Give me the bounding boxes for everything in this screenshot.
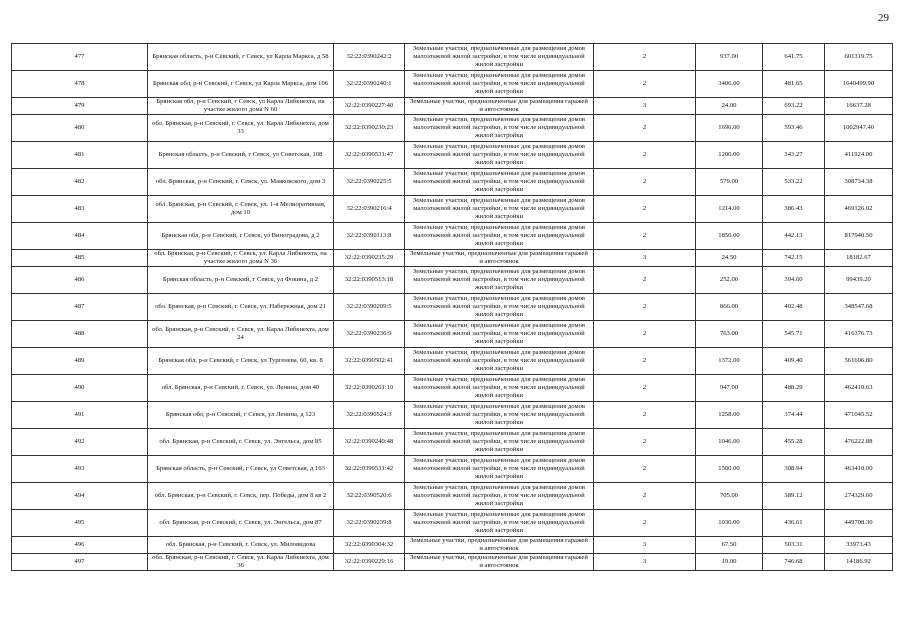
- rate-cell: 442.13: [763, 223, 825, 250]
- cadastral-number-cell: 32:22:0390240:1: [334, 71, 405, 98]
- cadastral-value-cell: 14186.92: [825, 554, 893, 571]
- address-cell: Брянская область, р-н Севский, г Севск, ул Советская, д 163: [148, 456, 334, 483]
- area-cell: 19.00: [696, 554, 763, 571]
- group-cell: 3: [594, 537, 696, 554]
- table-row: [12, 483, 893, 510]
- area-cell: 947.00: [696, 375, 763, 402]
- rate-cell: 593.46: [763, 115, 825, 142]
- table-row: [12, 348, 893, 375]
- land-use-cell: Земельные участки, предназначенные для размещения домов малоэтажной жилой застройки, в том числе индивидуальной жилой застройки: [405, 142, 594, 169]
- table-row: [12, 375, 893, 402]
- area-cell: 3406.00: [696, 71, 763, 98]
- cadastral-number-cell: 32:22:0390236:9: [334, 321, 405, 348]
- cadastral-number-cell: 32:22:0390229:16: [334, 554, 405, 571]
- area-cell: 1200.00: [696, 142, 763, 169]
- address-cell: Брянская область, р-н Севский, г Севск, ул Фокина, д 2: [148, 267, 334, 294]
- land-use-cell: Земельные участки, предназначенные для размещения домов малоэтажной жилой застройки, в том числе индивидуальной жилой застройки: [405, 348, 594, 375]
- land-use-cell: Земельные участки, предназначенные для размещения домов малоэтажной жилой застройки, в том числе индивидуальной жилой застройки: [405, 196, 594, 223]
- rate-cell: 488.29: [763, 375, 825, 402]
- cadastral-number-cell: 32:22:0390304:32: [334, 537, 405, 554]
- cadastral-value-cell: 601319.75: [825, 44, 893, 71]
- land-use-cell: Земельные участки, предназначенные для размещения домов малоэтажной жилой застройки, в том числе индивидуальной жилой застройки: [405, 223, 594, 250]
- cadastral-number-cell: 32:22:0390531:42: [334, 456, 405, 483]
- area-cell: 1030.00: [696, 510, 763, 537]
- group-cell: 2: [594, 483, 696, 510]
- cadastral-value-cell: 817940.50: [825, 223, 893, 250]
- cadastral-number-cell: 32:22:0390261:10: [334, 375, 405, 402]
- cadastral-number-cell: 32:22:0390227:40: [334, 98, 405, 115]
- group-cell: 2: [594, 375, 696, 402]
- cadastral-value-cell: 308734.38: [825, 169, 893, 196]
- address-cell: Брянская область, р-н Севский, г Севск, ул Советская, 108: [148, 142, 334, 169]
- group-cell: 3: [594, 554, 696, 571]
- table-row: [12, 169, 893, 196]
- row-number: 485: [12, 250, 148, 267]
- table-row: [12, 456, 893, 483]
- land-use-cell: Земельные участки, предназначенные для размещения гаражей и автостоянок: [405, 250, 594, 267]
- rate-cell: 481.65: [763, 71, 825, 98]
- group-cell: 2: [594, 115, 696, 142]
- address-cell: обл. Брянская, р-н Севский, г. Севск, ул. Миловидова: [148, 537, 334, 554]
- page-number: 29: [878, 12, 889, 24]
- cadastral-number-cell: 32:22:0390513:18: [334, 267, 405, 294]
- group-cell: 2: [594, 402, 696, 429]
- group-cell: 2: [594, 267, 696, 294]
- cadastral-number-cell: 32:22:0390113:8: [334, 223, 405, 250]
- row-number: 492: [12, 429, 148, 456]
- table-row: [12, 71, 893, 98]
- address-cell: Брянская обл, р-н Севский, г Севск, ул Тургенева, 60, кв. 8: [148, 348, 334, 375]
- address-cell: обл. Брянская, р-н Севский, г. Севск, ул. Карла Либкнехта, дом 24: [148, 321, 334, 348]
- row-number: 496: [12, 537, 148, 554]
- address-cell: Брянская обл, р-н Севский, г Севск, ул Карла Маркса, дом 106: [148, 71, 334, 98]
- land-use-cell: Земельные участки, предназначенные для размещения домов малоэтажной жилой застройки, в том числе индивидуальной жилой застройки: [405, 71, 594, 98]
- table-row: [12, 429, 893, 456]
- address-cell: обл. Брянская, р-н Севский, г. Севск, ул. Карла Либкнехта, дом 33: [148, 115, 334, 142]
- land-use-cell: Земельные участки, предназначенные для размещения гаражей и автостоянок: [405, 537, 594, 554]
- area-cell: 579.00: [696, 169, 763, 196]
- area-cell: 1372.00: [696, 348, 763, 375]
- cadastral-value-cell: 274329.60: [825, 483, 893, 510]
- cadastral-value-cell: 471045.52: [825, 402, 893, 429]
- cadastral-number-cell: 32:22:0390235:29: [334, 250, 405, 267]
- cadastral-number-cell: 32:22:0390520:6: [334, 483, 405, 510]
- cadastral-number-cell: 32:22:0390225:5: [334, 169, 405, 196]
- cadastral-value-cell: 16637.28: [825, 98, 893, 115]
- row-number: 489: [12, 348, 148, 375]
- cadastral-number-cell: 32:22:0390239:8: [334, 510, 405, 537]
- cadastral-number-cell: 32:22:0390502:41: [334, 348, 405, 375]
- cadastral-value-cell: 462410.63: [825, 375, 893, 402]
- area-cell: 763.00: [696, 321, 763, 348]
- table-row: [12, 44, 893, 71]
- table-row: [12, 223, 893, 250]
- table-row: [12, 196, 893, 223]
- table-row: [12, 510, 893, 537]
- row-number: 477: [12, 44, 148, 71]
- area-cell: 866.00: [696, 294, 763, 321]
- rate-cell: 389.12: [763, 483, 825, 510]
- table-row: [12, 98, 893, 115]
- rate-cell: 641.75: [763, 44, 825, 71]
- rate-cell: 693.22: [763, 98, 825, 115]
- land-use-cell: Земельные участки, предназначенные для размещения домов малоэтажной жилой застройки, в том числе индивидуальной жилой застройки: [405, 321, 594, 348]
- table-row: [12, 267, 893, 294]
- rate-cell: 533.22: [763, 169, 825, 196]
- group-cell: 2: [594, 223, 696, 250]
- cadastral-value-cell: 449708.30: [825, 510, 893, 537]
- rate-cell: 386.43: [763, 196, 825, 223]
- rate-cell: 374.44: [763, 402, 825, 429]
- rate-cell: 455.28: [763, 429, 825, 456]
- table-row: [12, 321, 893, 348]
- address-cell: Брянская обл, р-н Севский, г Севск, ул Виноградова, д 2: [148, 223, 334, 250]
- row-number: 484: [12, 223, 148, 250]
- row-number: 488: [12, 321, 148, 348]
- land-use-cell: Земельные участки, предназначенные для размещения домов малоэтажной жилой застройки, в том числе индивидуальной жилой застройки: [405, 44, 594, 71]
- land-use-cell: Земельные участки, предназначенные для размещения домов малоэтажной жилой застройки, в том числе индивидуальной жилой застройки: [405, 267, 594, 294]
- table-row: [12, 554, 893, 571]
- area-cell: 24.50: [696, 250, 763, 267]
- cadastral-value-cell: 1002947.40: [825, 115, 893, 142]
- area-cell: 252.00: [696, 267, 763, 294]
- row-number: 478: [12, 71, 148, 98]
- land-use-cell: Земельные участки, предназначенные для размещения домов малоэтажной жилой застройки, в том числе индивидуальной жилой застройки: [405, 456, 594, 483]
- land-use-cell: Земельные участки, предназначенные для размещения домов малоэтажной жилой застройки, в том числе индивидуальной жилой застройки: [405, 115, 594, 142]
- cadastral-number-cell: 32:22:0390230:23: [334, 115, 405, 142]
- group-cell: 2: [594, 44, 696, 71]
- address-cell: обл. Брянская, р-н Севский, г. Севск, ул. Маяковского, дом 3: [148, 169, 334, 196]
- row-number: 491: [12, 402, 148, 429]
- cadastral-value-cell: 476222.88: [825, 429, 893, 456]
- land-use-cell: Земельные участки, предназначенные для размещения домов малоэтажной жилой застройки, в том числе индивидуальной жилой застройки: [405, 375, 594, 402]
- area-cell: 705.00: [696, 483, 763, 510]
- table-row: [12, 294, 893, 321]
- group-cell: 2: [594, 294, 696, 321]
- rate-cell: 742.15: [763, 250, 825, 267]
- group-cell: 2: [594, 429, 696, 456]
- land-use-cell: Земельные участки, предназначенные для размещения гаражей и автостоянок: [405, 98, 594, 115]
- group-cell: 2: [594, 196, 696, 223]
- area-cell: 1258.00: [696, 402, 763, 429]
- land-use-cell: Земельные участки, предназначенные для размещения гаражей и автостоянок: [405, 554, 594, 571]
- group-cell: 2: [594, 348, 696, 375]
- land-use-cell: Земельные участки, предназначенные для размещения домов малоэтажной жилой застройки, в том числе индивидуальной жилой застройки: [405, 483, 594, 510]
- table-row: [12, 142, 893, 169]
- address-cell: обл. Брянская, р-н Севский, г. Севск, ул. Набережная, дом 21: [148, 294, 334, 321]
- table-row: [12, 537, 893, 554]
- cadastral-number-cell: 32:22:0390209:5: [334, 294, 405, 321]
- land-use-cell: Земельные участки, предназначенные для размещения домов малоэтажной жилой застройки, в том числе индивидуальной жилой застройки: [405, 510, 594, 537]
- area-cell: 1690.00: [696, 115, 763, 142]
- rate-cell: 409.40: [763, 348, 825, 375]
- area-cell: 24.00: [696, 98, 763, 115]
- rate-cell: 402.48: [763, 294, 825, 321]
- row-number: 497: [12, 554, 148, 571]
- cadastral-value-cell: 561696.80: [825, 348, 893, 375]
- land-use-cell: Земельные участки, предназначенные для размещения домов малоэтажной жилой застройки, в том числе индивидуальной жилой застройки: [405, 294, 594, 321]
- address-cell: обл. Брянская, р-н Севский, г. Севск, ул. Ленина, дом 40: [148, 375, 334, 402]
- table-row: [12, 250, 893, 267]
- group-cell: 2: [594, 169, 696, 196]
- cadastral-value-cell: 33973.43: [825, 537, 893, 554]
- cadastral-value-cell: 99439.20: [825, 267, 893, 294]
- rate-cell: 394.60: [763, 267, 825, 294]
- address-cell: обл. Брянская, р-н Севский, г. Севск, ул. Энгельса, дом 87: [148, 510, 334, 537]
- table-row: [12, 402, 893, 429]
- row-number: 480: [12, 115, 148, 142]
- area-cell: 1214.00: [696, 196, 763, 223]
- address-cell: обл. Брянская, р-н Севский, г. Севск, ул. Карла Либкнехта, на участке жилого дома N 36: [148, 250, 334, 267]
- address-cell: обл. Брянская, р-н Севский, г. Севск, ул. Карла Либкнехта, дом 36: [148, 554, 334, 571]
- row-number: 493: [12, 456, 148, 483]
- rate-cell: 545.71: [763, 321, 825, 348]
- area-cell: 937.00: [696, 44, 763, 71]
- cadastral-value-cell: 469126.02: [825, 196, 893, 223]
- cadastral-value-cell: 348547.68: [825, 294, 893, 321]
- group-cell: 2: [594, 321, 696, 348]
- row-number: 486: [12, 267, 148, 294]
- address-cell: Брянская обл, р-н Севский, г Севск, ул Ленина, д 123: [148, 402, 334, 429]
- table-row: [12, 115, 893, 142]
- address-cell: обл. Брянская, р-н Севский, г. Севск, ул. Энгельса, дом 85: [148, 429, 334, 456]
- row-number: 490: [12, 375, 148, 402]
- rate-cell: 746.68: [763, 554, 825, 571]
- land-use-cell: Земельные участки, предназначенные для размещения домов малоэтажной жилой застройки, в том числе индивидуальной жилой застройки: [405, 429, 594, 456]
- cadastral-value-cell: 411924.00: [825, 142, 893, 169]
- row-number: 495: [12, 510, 148, 537]
- row-number: 487: [12, 294, 148, 321]
- address-cell: Брянская обл, р-н Севский, г Севск, ул Карла Либкнехта, на участке жилого дома N 60: [148, 98, 334, 115]
- rate-cell: 503.31: [763, 537, 825, 554]
- cadastral-number-cell: 32:22:0390240:48: [334, 429, 405, 456]
- group-cell: 2: [594, 510, 696, 537]
- cadastral-value-cell: 416376.73: [825, 321, 893, 348]
- area-cell: 1046.00: [696, 429, 763, 456]
- area-cell: 67.50: [696, 537, 763, 554]
- area-cell: 1850.00: [696, 223, 763, 250]
- cadastral-value-cell: 1640499.90: [825, 71, 893, 98]
- row-number: 479: [12, 98, 148, 115]
- cadastral-number-cell: 32:22:0390531:47: [334, 142, 405, 169]
- address-cell: обл. Брянская, р-н Севский, г. Севск, пер. Победы, дом 8 кв 2: [148, 483, 334, 510]
- group-cell: 2: [594, 456, 696, 483]
- rate-cell: 308.94: [763, 456, 825, 483]
- row-number: 481: [12, 142, 148, 169]
- cadastral-number-cell: 32:22:0390524:3: [334, 402, 405, 429]
- cadastral-value-cell: 18182.67: [825, 250, 893, 267]
- address-cell: Брянская область, р-н Севский, г Севск, ул Карла Маркса, д 58: [148, 44, 334, 71]
- rate-cell: 436.61: [763, 510, 825, 537]
- area-cell: 1500.00: [696, 456, 763, 483]
- row-number: 494: [12, 483, 148, 510]
- group-cell: 2: [594, 71, 696, 98]
- cadastral-number-cell: 32:22:0390216:4: [334, 196, 405, 223]
- row-number: 482: [12, 169, 148, 196]
- cadastral-number-cell: 32:22:0390242:2: [334, 44, 405, 71]
- group-cell: 2: [594, 142, 696, 169]
- address-cell: обл. Брянская, р-н Севский, г. Севск, ул. 1-я Мелиоративная, дом 10: [148, 196, 334, 223]
- row-number: 483: [12, 196, 148, 223]
- land-registry-table: [11, 43, 893, 571]
- land-use-cell: Земельные участки, предназначенные для размещения домов малоэтажной жилой застройки, в том числе индивидуальной жилой застройки: [405, 169, 594, 196]
- land-use-cell: Земельные участки, предназначенные для размещения домов малоэтажной жилой застройки, в том числе индивидуальной жилой застройки: [405, 402, 594, 429]
- group-cell: 3: [594, 250, 696, 267]
- cadastral-value-cell: 463410.00: [825, 456, 893, 483]
- rate-cell: 343.27: [763, 142, 825, 169]
- group-cell: 3: [594, 98, 696, 115]
